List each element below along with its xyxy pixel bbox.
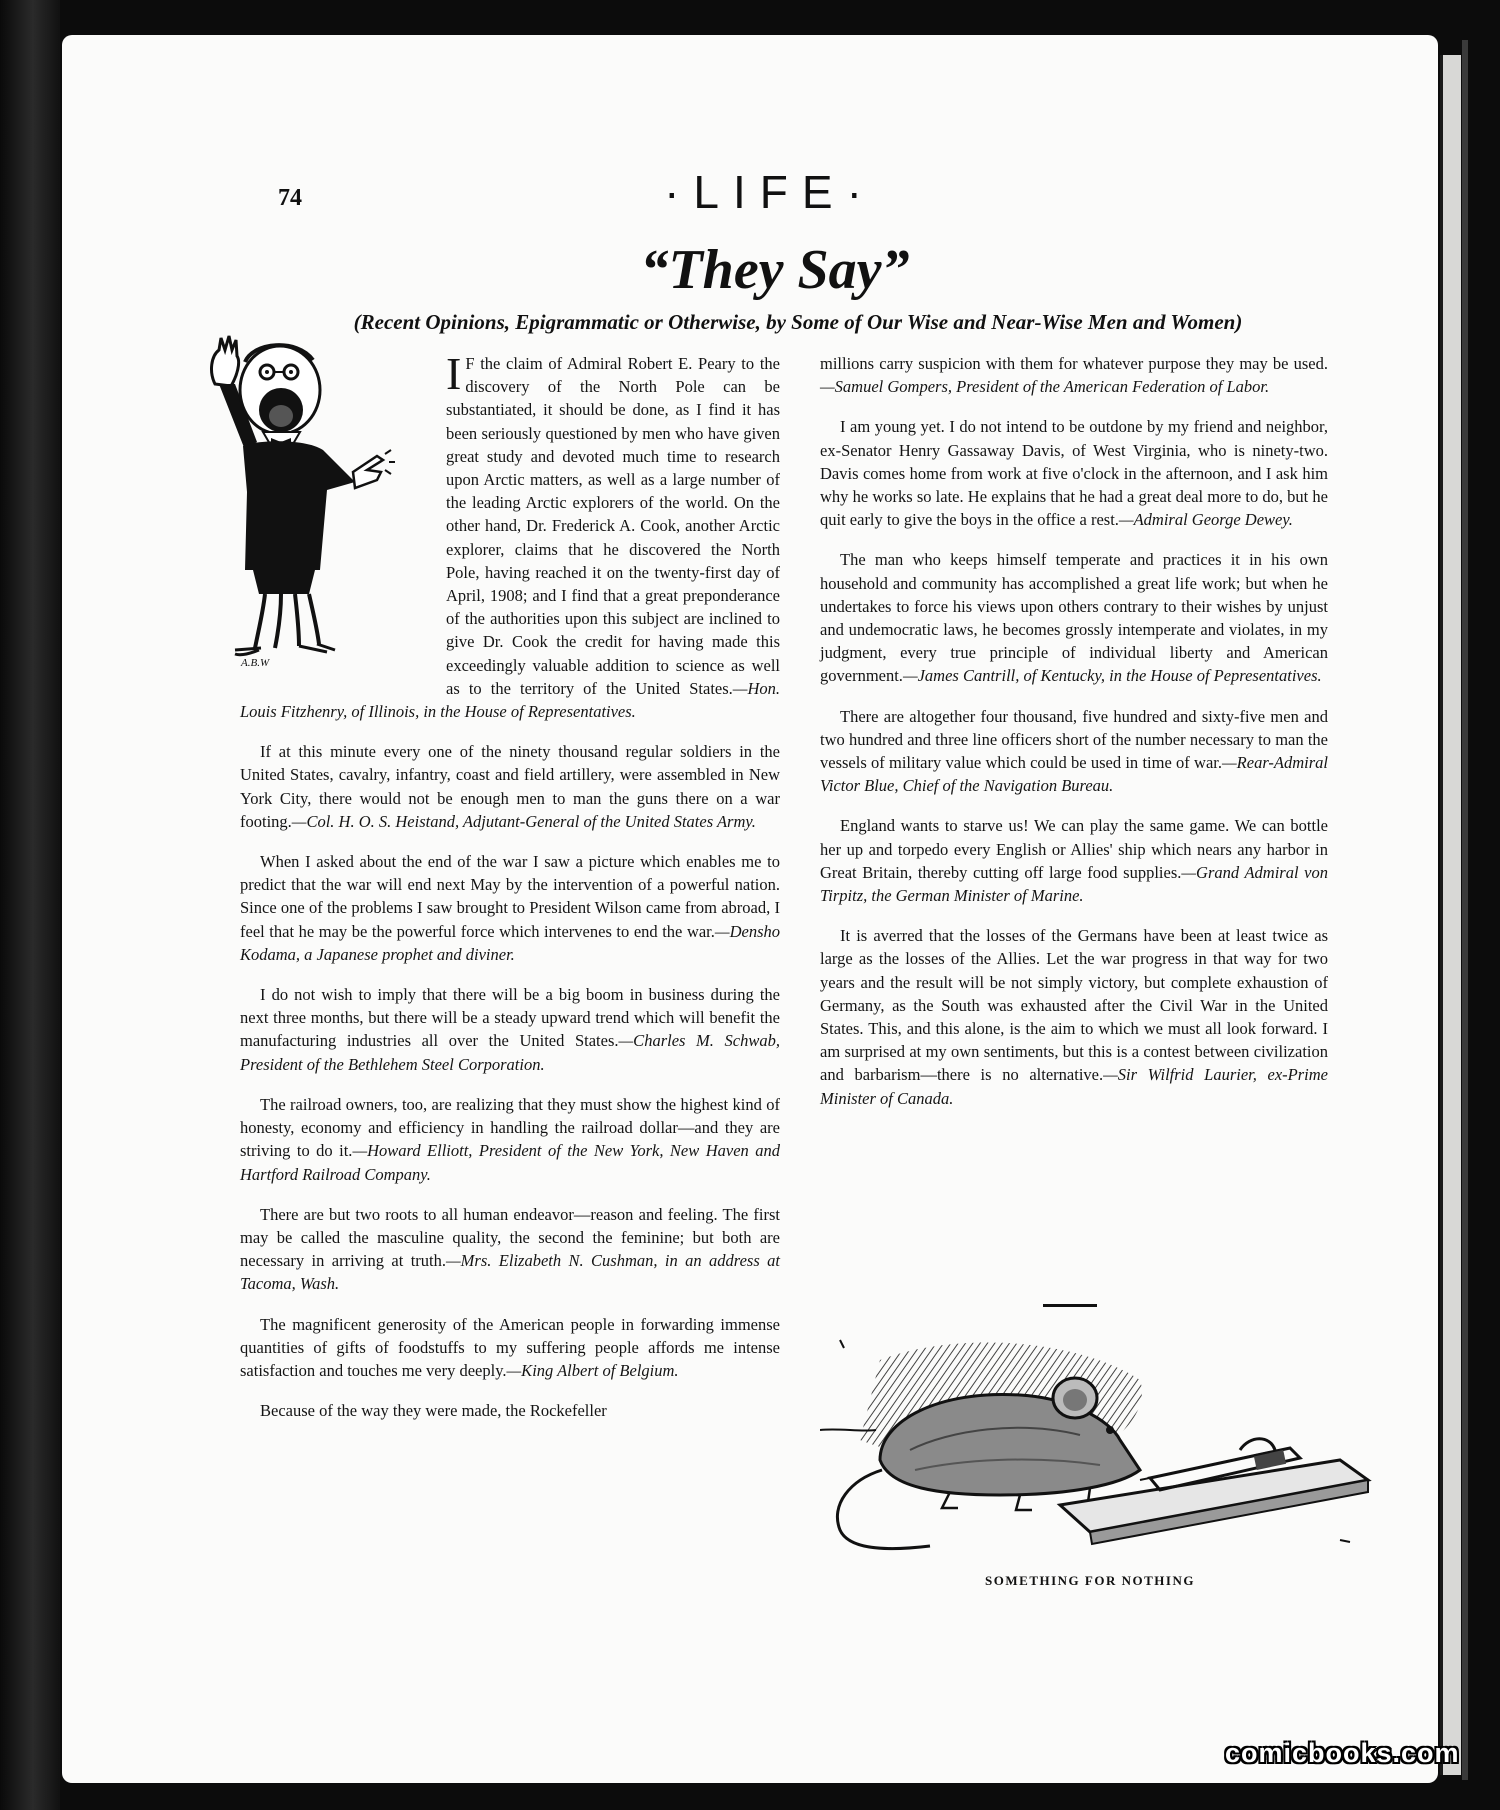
- quote-text: England wants to starve us! We can play the same game. We can bottle her up and torpedo every English or Allies' ship which nears any harbor in Great Britain, thereby cutting off large food supplies.: [820, 816, 1328, 882]
- quote-attribution: —Hon. Louis Fitzhenry, of Illinois, in the House of Representatives.: [240, 678, 780, 722]
- quote-text: If at this minute every one of the ninety thousand regular soldiers in the United States, cavalry, infantry, coast and field artillery, were assembled in New York City, there would not be enough men to man the guns there on a war footing.: [240, 742, 780, 831]
- section-rule: [1043, 1304, 1097, 1307]
- illustration-caption: SOMETHING FOR NOTHING: [985, 1573, 1195, 1588]
- quote-attribution: —James Cantrill, of Kentucky, in the House of Pepresentatives.: [902, 666, 1322, 686]
- quote-attribution: —Sir Wilfrid Laurier, ex-Prime Minister of Canada.: [820, 1065, 1328, 1108]
- quote-paragraph: [820, 352, 1328, 398]
- quote-attribution: —Charles M. Schwab, President of the Bethlehem Steel Corporation.: [240, 1031, 781, 1074]
- quote-attribution: —Grand Admiral von Tirpitz, the German Minister of Marine.: [820, 862, 1328, 906]
- quote-paragraph: [820, 415, 1328, 531]
- cartoon-space: [240, 352, 446, 682]
- quote-paragraph: [240, 740, 780, 833]
- quote-text: There are altogether four thousand, five hundred and sixty-five men and two hundred and three line officers short of the number necessary to man the vessels of military value which could be used in time of war.: [820, 706, 1328, 773]
- quote-text: I do not wish to imply that there will be a big boom in business during the next three months, but there will be a steady upward trend which will benefit the manufacturing industries all over the United States.: [240, 985, 780, 1051]
- drop-cap: I: [446, 348, 462, 399]
- quote-text: I am young yet. I do not intend to be outdone by my friend and neighbor, ex-Senator Henry Gassaway Davis, of West Virginia, who is ninety-two. Davis comes home from work at five o'clock in the afternoon, and I ask him why he works so late. He explains that he had a great deal more to do, but he quit early to give the boys in the office a rest.: [820, 417, 1328, 530]
- quote-paragraph: [240, 1313, 780, 1383]
- article-subtitle: (Recent Opinions, Epigrammatic or Otherwise, by Some of Our Wise and Near-Wise Men and Women): [353, 310, 1243, 334]
- page-edge-shadow: [1462, 40, 1468, 1780]
- page-number: 74: [278, 185, 302, 211]
- quote-paragraph: [820, 814, 1328, 907]
- quote-text: The man who keeps himself temperate and practices it in his own household and community has accomplished a great life work; but when he undertakes to force his views upon others contrary to their wishes by unjust and undemocratic laws, he becomes grossly intemperate and violates, in my judgment, every true principle of individual liberty and American government.: [820, 550, 1328, 686]
- quote-attribution: —Admiral George Dewey.: [1118, 510, 1293, 530]
- quote-text: the claim of Admiral Robert E. Peary to the discovery of the North Pole can be substantiated, it should be done, as I find it has been seriously questioned by men who have given great study and devoted much time to research upon Arctic matters, as well as a large number of the leading Arctic explorers of the world. On the other hand, Dr. Frederick A. Cook, another Arctic explorer, claims that he discovered the North Pole, having reached it on the twenty-first day of April, 1908; and I find that a great preponderance of the authorities upon this subject are inclined to give Dr. Cook the credit for having made this exceedingly valuable addition to science as well as to the territory of the United States.: [446, 354, 780, 698]
- quote-text: Because of the way they were made, the Rockefeller: [260, 1401, 607, 1421]
- quote-paragraph: [820, 548, 1328, 687]
- scan-border-left: [0, 0, 60, 1810]
- quote-attribution: —Samuel Gompers, President of the American Federation of Labor.: [820, 377, 1270, 397]
- page-edge: [1440, 55, 1461, 1775]
- quote-attribution: —Howard Elliott, President of the New York, New Haven and Hartford Railroad Company.: [240, 1141, 781, 1184]
- quote-paragraph: [240, 1399, 780, 1422]
- quote-text: When I asked about the end of the war I saw a picture which enables me to predict that the war will end next May by the intervention of a powerful nation. Since one of the problems I saw brought to President Wilson came from abroad, I feel that he may be the powerful force which intervenes to end the war.: [240, 852, 780, 941]
- first-word-suffix: F: [465, 354, 475, 373]
- cartoon-signature: A.B.W: [241, 657, 270, 667]
- left-column: [240, 348, 781, 1439]
- quote-text: The magnificent generosity of the American people in forwarding immense quantities of gifts of foodstuffs to my suffering people affords me intense satisfaction and touches me very deeply.: [240, 1314, 780, 1380]
- quote-attribution: —Densho Kodama, a Japanese prophet and diviner.: [240, 921, 780, 964]
- quote-text: There are but two roots to all human endeavor—reason and feeling. The first may be called the masculine quality, the second the feminine; but both are necessary in arriving at truth.: [240, 1204, 780, 1271]
- right-column: [820, 352, 1328, 1127]
- quote-attribution: —Rear-Admiral Victor Blue, Chief of the Navigation Bureau.: [820, 753, 1328, 796]
- masthead: ·LIFE·: [664, 166, 876, 218]
- quote-paragraph: [240, 1093, 780, 1186]
- quote-attribution: —Mrs. Elizabeth N. Cushman, in an address at Tacoma, Wash.: [240, 1251, 780, 1294]
- quote-paragraph: [820, 924, 1328, 1110]
- quote-paragraph: [240, 1203, 780, 1296]
- watermark: comicbooks.com: [1225, 1738, 1460, 1768]
- quote-paragraph: [820, 705, 1328, 798]
- quote-attribution: —Col. H. O. S. Heistand, Adjutant-General of the United States Army.: [291, 811, 756, 831]
- quote-paragraph: [240, 983, 780, 1076]
- quote-text: It is averred that the losses of the Germans have been at least twice as large as the losses of the Allies. Let the war progress in that way for two years and the result will be not simply victory, but complete exhaustion of Germany, as the South was exhausted after the Civil War in the United States. This, and this alone, is the aim to which we must all look forward. I am surprised at my own sentiments, but this is a contest between civilization and barbarism—there is no alternative.: [820, 926, 1328, 1085]
- article-title: “They Say”: [640, 239, 910, 301]
- quote-paragraph: [240, 850, 780, 966]
- quote-attribution: —King Albert of Belgium.: [506, 1360, 679, 1380]
- quote-text: millions carry suspicion with them for whatever purpose they may be used.: [820, 354, 1328, 373]
- mouse-in-trap-illustration-icon: [820, 1320, 1390, 1570]
- quote-text: The railroad owners, too, are realizing that they must show the highest kind of honesty, economy and efficiency in handling the railroad dollar—and they are striving to do it.: [240, 1094, 780, 1161]
